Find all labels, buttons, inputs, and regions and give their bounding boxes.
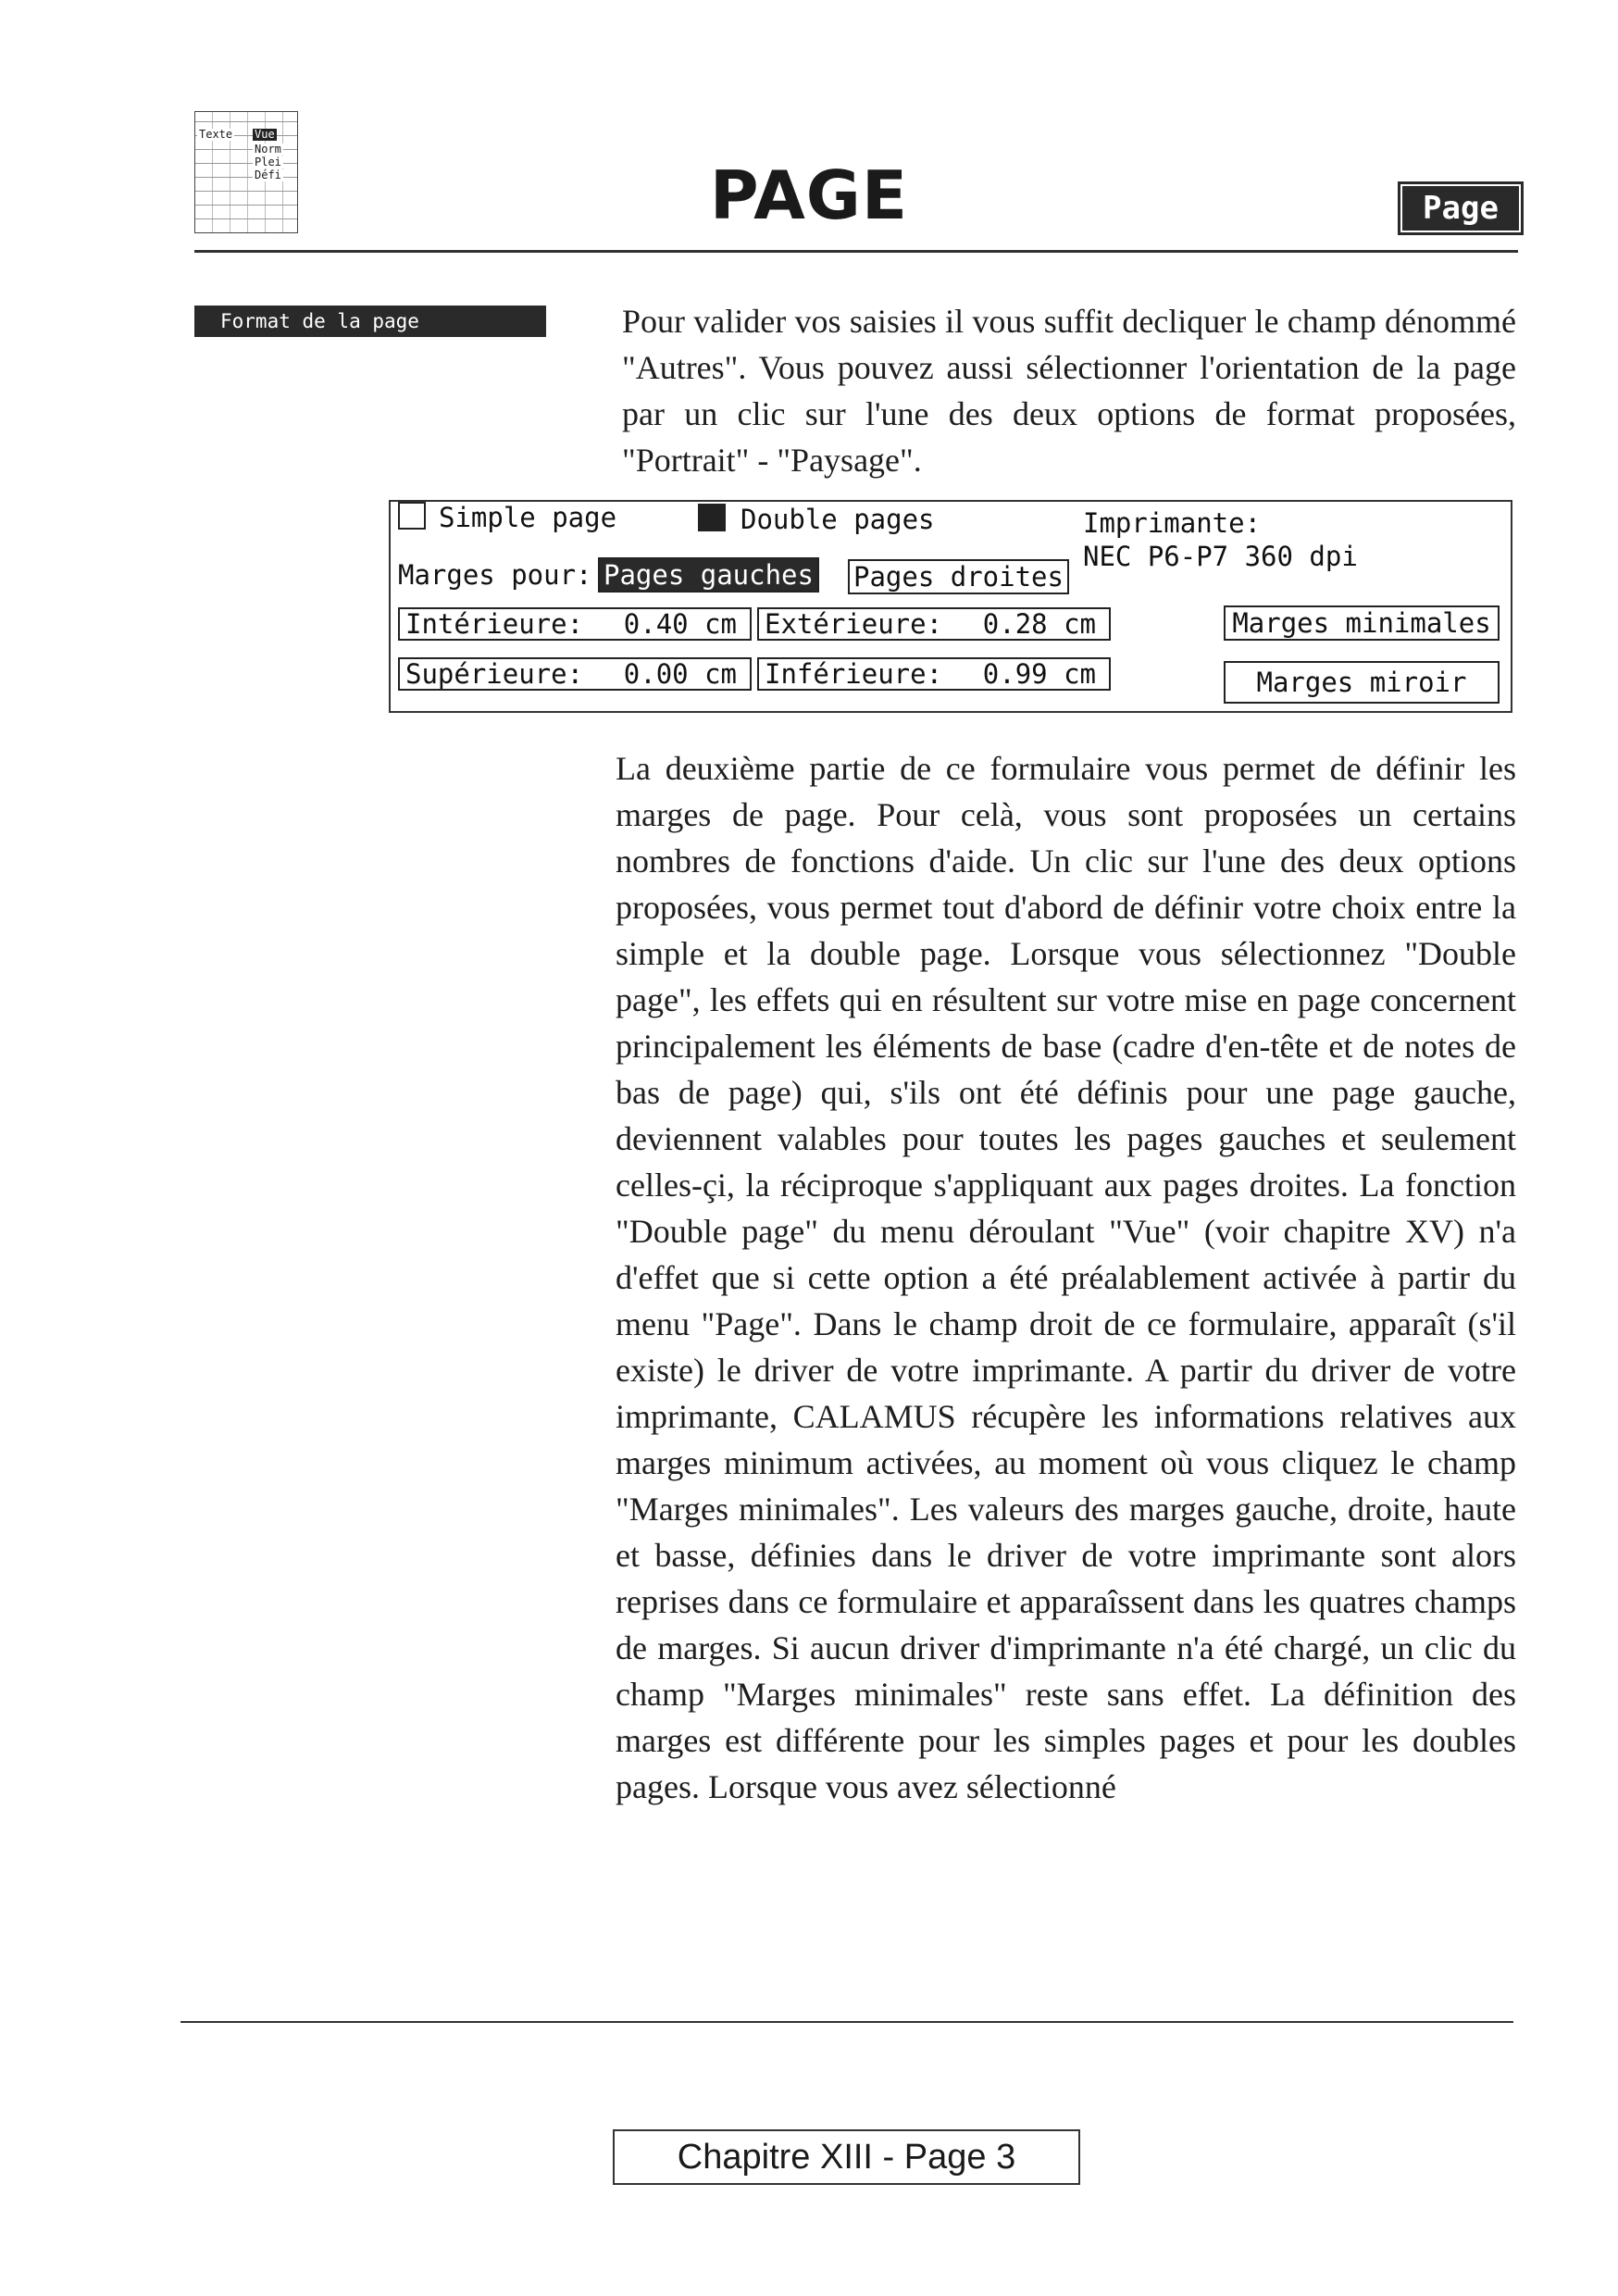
marges-minimales-button[interactable]: Marges minimales	[1224, 605, 1500, 641]
page-format-dialog	[389, 500, 1512, 713]
interieure-label: Intérieure:	[405, 608, 584, 640]
inferieure-value: 0.99 cm	[982, 658, 1096, 690]
exterieure-label: Extérieure:	[765, 608, 943, 640]
menu-item-norm: Norm	[255, 143, 281, 156]
exterieure-field[interactable]	[757, 607, 1111, 641]
double-pages-checkbox[interactable]	[698, 504, 726, 531]
marges-miroir-button[interactable]: Marges miroir	[1224, 661, 1500, 704]
printer-name: NEC P6-P7 360 dpi	[1083, 541, 1358, 572]
simple-page-checkbox[interactable]	[398, 502, 426, 530]
page-title: PAGE	[709, 156, 909, 234]
interieure-value: 0.40 cm	[623, 608, 737, 640]
marges-pour-label: Marges pour:	[398, 559, 592, 591]
menu-item-texte: Texte	[199, 128, 233, 141]
superieure-label: Supérieure:	[405, 658, 584, 690]
body-paragraph: La deuxième partie de ce formulaire vous permet de définir les marges de page. Pour celà, vous sont proposées un certains nombres de fonctions d'aide. Un clic sur l'une des deux options proposées, vous permet tout d'abord de définir votre choix entre la simple et la double page. Lorsque vous sélectionnez "Double page", les effets qui en résultent sur votre mise en page concernent principalement les éléments de base (cadre d'en-tête et de notes de bas de page) qui, s'ils ont été définis pour une page gauche, deviennent valables pour toutes les pages gauches et seulement celles-çi, la réciproque s'appliquant aux pages droites. La fonction "Double page" du menu déroulant "Vue" (voir chapitre XV) n'a d'effet que si cette option a été préalablement activée à partir du menu "Page". Dans le champ droit de ce formulaire, apparaît (s'il existe) le driver de votre imprimante. A partir du driver de votre imprimante, CALAMUS récupère les informations relatives aux marges minimum activées, au moment où vous cliquez le champ "Marges minimales". Les valeurs des marges gauche, droite, haute et basse, définies dans le driver de votre imprimante sont alors reprises dans ce formulaire et apparaîssent dans les quatres champs de marges. Si aucun driver d'imprimante n'a été chargé, un clic du champ "Marges minimales" reste sans effet. La définition des marges est différente pour les simples pages et pour les doubles pages. Lorsque vous avez sélectionné	[616, 750, 1516, 1805]
menu-item-vue: Vue	[255, 128, 275, 141]
page-tag: Page	[1398, 181, 1524, 235]
section-label: Format de la page	[194, 306, 546, 337]
footer-page-number: Chapitre XIII - Page 3	[613, 2129, 1080, 2185]
header-rule	[194, 250, 1518, 253]
intro-paragraph: Pour valider vos saisies il vous suffit decliquer le champ dénommé "Autres". Vous pouvez aussi sélectionner l'orientation de la page par un clic sur l'une des deux options de format proposées, "Portrait" - "Paysage".	[622, 303, 1516, 479]
imprimante-label: Imprimante:	[1083, 507, 1262, 539]
pages-gauches-button[interactable]: Pages gauches	[598, 557, 819, 593]
exterieure-value: 0.28 cm	[982, 608, 1096, 640]
double-pages-label: Double pages	[741, 504, 935, 535]
interieure-field[interactable]	[398, 607, 752, 641]
simple-page-label: Simple page	[439, 502, 617, 533]
menu-item-plei: Plei	[255, 156, 281, 168]
superieure-field[interactable]	[398, 657, 752, 691]
footer-rule	[180, 2021, 1513, 2023]
inferieure-label: Inférieure:	[765, 658, 943, 690]
inferieure-field[interactable]	[757, 657, 1111, 691]
menu-item-defi: Défi	[255, 168, 281, 181]
superieure-value: 0.00 cm	[623, 658, 737, 690]
pages-droites-button[interactable]: Pages droites	[848, 559, 1069, 594]
